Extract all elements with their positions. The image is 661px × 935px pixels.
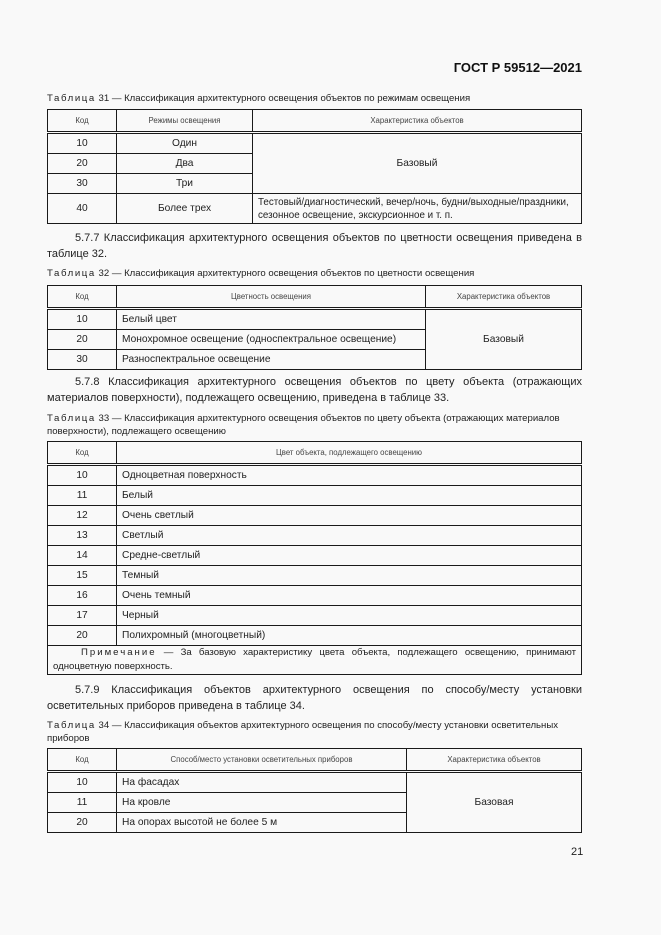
code-cell: 15 xyxy=(48,566,117,586)
code-cell: 11 xyxy=(48,793,117,813)
value-cell: Светлый xyxy=(117,526,582,546)
value-cell: Полихромный (многоцветный) xyxy=(117,626,582,646)
value-cell: Белый xyxy=(117,486,582,506)
paragraph-5-7-9: 5.7.9 Классификация объектов архитектурного освещения по способу/месту установки осветительных приборов приведена в таблице 34. xyxy=(47,684,582,712)
column-header-object-color: Цвет объекта, подлежащего освещению xyxy=(117,442,582,465)
table32-caption xyxy=(47,267,582,280)
table-header-row xyxy=(48,286,582,309)
mode-cell: Два xyxy=(117,154,253,174)
table-row xyxy=(48,546,582,566)
mode-cell: Более трех xyxy=(117,194,253,224)
table-row xyxy=(48,133,582,154)
table-row xyxy=(48,772,582,793)
caption-prefix: Таблица xyxy=(47,720,96,731)
value-cell: Черный xyxy=(117,606,582,626)
table34-caption xyxy=(47,719,582,745)
value-cell: Монохромное освещение (односпектральное освещение) xyxy=(117,330,426,350)
table31 xyxy=(47,109,582,224)
column-header-code: Код xyxy=(48,749,117,772)
code-cell: 30 xyxy=(48,174,117,194)
table-row xyxy=(48,526,582,546)
column-header-installation-method: Способ/место установки осветительных приборов xyxy=(117,749,407,772)
value-cell: Одноцветная поверхность xyxy=(117,465,582,486)
value-cell: На кровле xyxy=(117,793,407,813)
value-cell: Средне-светлый xyxy=(117,546,582,566)
paragraph-5-7-7: 5.7.7 Классификация архитектурного освещения объектов по цветности освещения приведена в таблице 32. xyxy=(47,232,582,260)
table33-caption xyxy=(47,412,582,438)
mode-cell: Три xyxy=(117,174,253,194)
code-cell: 12 xyxy=(48,506,117,526)
caption-text: 31 — Классификация архитектурного освещения объектов по режимам освещения xyxy=(95,93,471,104)
code-cell: 11 xyxy=(48,486,117,506)
column-header-chromaticity: Цветность освещения xyxy=(117,286,426,309)
table-header-row xyxy=(48,749,582,772)
table31-caption xyxy=(47,92,582,105)
code-cell: 13 xyxy=(48,526,117,546)
table-header-row xyxy=(48,442,582,465)
column-header-characteristic: Характеристика объектов xyxy=(426,286,582,309)
code-cell: 10 xyxy=(48,465,117,486)
caption-prefix: Таблица xyxy=(47,93,96,104)
note-label: Примечание xyxy=(81,647,157,658)
mode-cell: Один xyxy=(117,133,253,154)
column-header-modes: Режимы освещения xyxy=(117,110,253,133)
table32 xyxy=(47,285,582,370)
note-text: — За базовую характеристику цвета объекта, подлежащего освещению, принимают одноцветную поверхность. xyxy=(53,647,576,672)
table-header-row xyxy=(48,110,582,133)
column-header-code: Код xyxy=(48,442,117,465)
value-cell: Очень темный xyxy=(117,586,582,606)
table-row xyxy=(48,194,582,224)
caption-text: 33 — Классификация архитектурного освещения объектов по цвету объекта (отражающих материалов поверхности), подлежащего освещению xyxy=(47,413,560,437)
table-row xyxy=(48,309,582,330)
table-row xyxy=(48,465,582,486)
value-cell: На фасадах xyxy=(117,772,407,793)
code-cell: 14 xyxy=(48,546,117,566)
table-row xyxy=(48,606,582,626)
table-row xyxy=(48,586,582,606)
value-cell: Очень светлый xyxy=(117,506,582,526)
table33 xyxy=(47,441,582,675)
caption-prefix: Таблица xyxy=(47,413,96,424)
page-number: 21 xyxy=(571,846,584,858)
code-cell: 30 xyxy=(48,350,117,370)
code-cell: 40 xyxy=(48,194,117,224)
column-header-code: Код xyxy=(48,110,117,133)
value-cell: Темный xyxy=(117,566,582,586)
document-standard-number: ГОСТ Р 59512—2021 xyxy=(453,60,582,75)
table-row xyxy=(48,506,582,526)
code-cell: 20 xyxy=(48,626,117,646)
column-header-characteristic: Характеристика объектов xyxy=(253,110,582,133)
table-note-row xyxy=(48,646,582,675)
code-cell: 16 xyxy=(48,586,117,606)
code-cell: 10 xyxy=(48,309,117,330)
table34 xyxy=(47,748,582,833)
characteristic-cell: Базовый xyxy=(426,309,582,370)
caption-text: 34 — Классификация объектов архитектурного освещения по способу/месту установки осветительных приборов xyxy=(47,720,559,744)
value-cell: Белый цвет xyxy=(117,309,426,330)
table-note xyxy=(48,646,582,675)
value-cell: Разноспектральное освещение xyxy=(117,350,426,370)
code-cell: 10 xyxy=(48,133,117,154)
table-row xyxy=(48,486,582,506)
code-cell: 20 xyxy=(48,813,117,833)
characteristic-cell: Базовый xyxy=(253,133,582,194)
code-cell: 17 xyxy=(48,606,117,626)
column-header-characteristic: Характеристика объектов xyxy=(407,749,582,772)
value-cell: На опорах высотой не более 5 м xyxy=(117,813,407,833)
code-cell: 20 xyxy=(48,330,117,350)
table-row xyxy=(48,626,582,646)
characteristic-cell: Тестовый/диагностический, вечер/ночь, будни/выходные/праздники, сезонное освещение, экскурсионное и т. п. xyxy=(253,194,582,224)
caption-prefix: Таблица xyxy=(47,268,96,279)
column-header-code: Код xyxy=(48,286,117,309)
caption-text: 32 — Классификация архитектурного освещения объектов по цветности освещения xyxy=(95,268,475,279)
code-cell: 20 xyxy=(48,154,117,174)
table-row xyxy=(48,566,582,586)
code-cell: 10 xyxy=(48,772,117,793)
characteristic-cell: Базовая xyxy=(407,772,582,833)
paragraph-5-7-8: 5.7.8 Классификация архитектурного освещения объектов по цвету объекта (отражающих материалов поверхности), подлежащего освещению, приведена в таблице 33. xyxy=(47,376,582,404)
